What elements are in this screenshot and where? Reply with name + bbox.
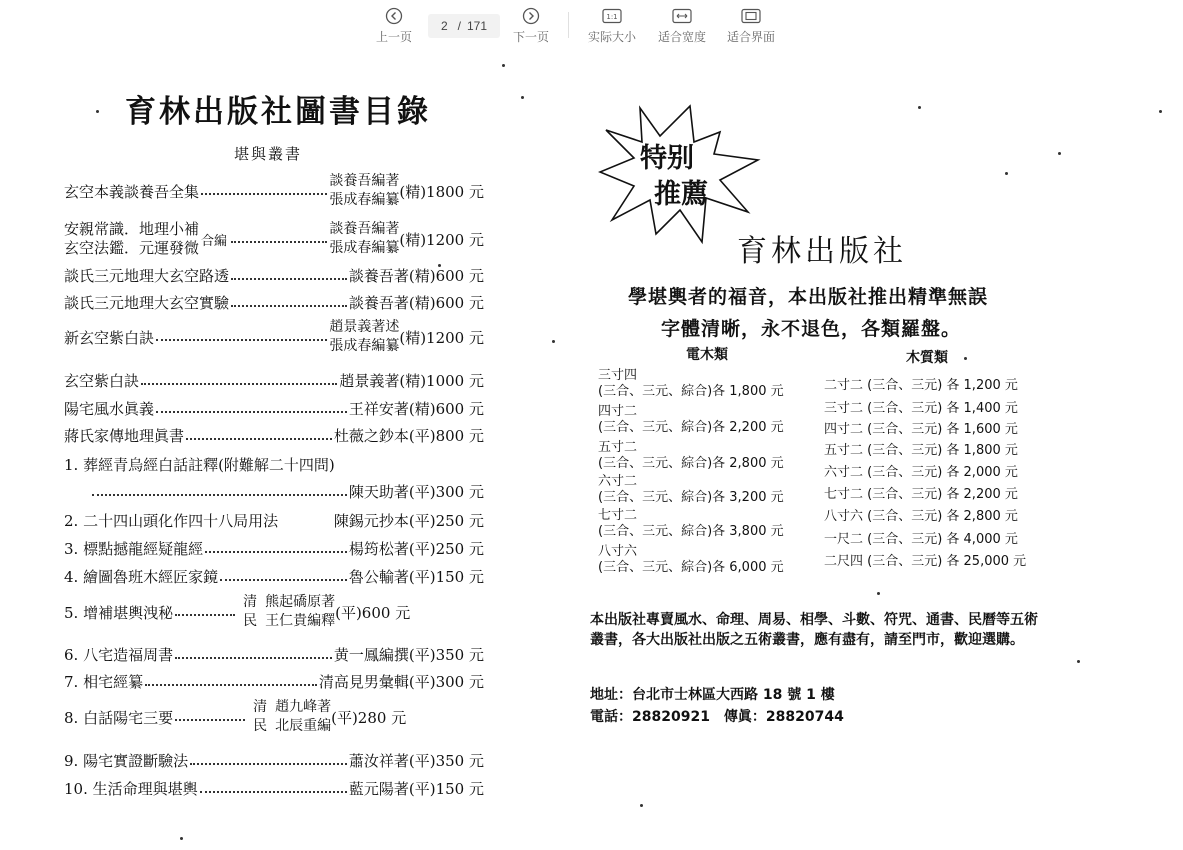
- scan-speck: [640, 804, 643, 807]
- book-title: 4. 繪圖魯班木經匠家鏡: [64, 568, 219, 586]
- book-author: 楊筠松著: [348, 540, 409, 558]
- compass-item-wood: 七寸二 (三合、三元) 各 2,200 元: [824, 487, 1018, 502]
- scan-speck: [964, 357, 967, 360]
- book-title: 談氏三元地理大玄空實驗: [64, 294, 230, 312]
- compass-item-wood: 六寸二 (三合、三元) 各 2,000 元: [824, 465, 1018, 480]
- scan-speck: [180, 837, 183, 840]
- book-row: [64, 538, 484, 559]
- dot-leader: [156, 339, 327, 341]
- total-pages: 171: [467, 19, 488, 33]
- dot-leader: [200, 791, 347, 793]
- scan-speck: [96, 110, 99, 113]
- book-authors: [265, 593, 335, 631]
- book-title: 安親常識．地理小補: [64, 220, 200, 238]
- actual-size-label: 实际大小: [588, 30, 637, 44]
- dot-leader: [231, 305, 347, 307]
- book-title: 5. 增補堪輿洩秘: [64, 603, 174, 622]
- book-authors: [275, 698, 331, 736]
- dot-leader: [175, 719, 245, 721]
- dot-leader: [141, 383, 337, 385]
- scan-speck: [1058, 152, 1061, 155]
- compass-item-bakelite: [598, 508, 784, 540]
- dot-leader: [156, 411, 347, 413]
- book-author: 張成春編纂: [329, 240, 400, 256]
- era-prefix: 清: [243, 594, 258, 610]
- book-author: 清高見男彙輯: [318, 673, 409, 691]
- book-row: [64, 750, 484, 771]
- book-title-pair: [64, 220, 199, 258]
- book-title: 6. 八宅造福周書: [64, 646, 174, 664]
- compass-item-wood: 一尺二 (三合、三元) 各 4,000 元: [824, 532, 1018, 547]
- dot-leader: [92, 494, 347, 496]
- dot-leader: [190, 763, 347, 765]
- fit-screen-icon: [740, 6, 762, 26]
- book-title: 蔣氏家傳地理眞書: [64, 427, 185, 445]
- book-price: (精)600 元: [408, 400, 484, 418]
- book-author: 黄一鳳編撰: [333, 646, 409, 664]
- scan-speck: [918, 106, 921, 109]
- book-title: 陽宅風水眞義: [64, 400, 155, 418]
- era-prefix: 民: [253, 718, 268, 734]
- fit-width-icon: [671, 6, 693, 26]
- book-author: 談養吾編著: [329, 173, 400, 189]
- scan-speck: [521, 96, 524, 99]
- scan-speck: [877, 592, 880, 595]
- headline-line2: 字體清晰，永不退色，各類羅盤。: [661, 318, 962, 340]
- bakelite-heading: 電木類: [686, 347, 728, 363]
- book-author: 趙九峰著: [275, 699, 332, 715]
- book-row: [64, 566, 484, 587]
- book-authors: [329, 318, 399, 356]
- dot-leader: [231, 241, 327, 243]
- dot-leader: [205, 551, 347, 553]
- compass-spec: (三合、三元、綜合)各 3,800 元: [598, 524, 784, 539]
- book-title: 3. 標點撼龍經疑龍經: [64, 540, 204, 558]
- store-phone: 電話：28820921 傳眞：28820744: [590, 709, 844, 725]
- scan-speck: [1159, 110, 1162, 113]
- page-separator: /: [457, 19, 461, 33]
- badge-text-line2: 推薦: [654, 179, 708, 210]
- wood-heading: 木質類: [906, 350, 948, 366]
- book-price: (精)1000 元: [399, 372, 484, 390]
- compass-item-bakelite: [598, 440, 784, 472]
- compass-item-bakelite: [598, 544, 784, 576]
- book-authors: [329, 172, 399, 210]
- book-row: [64, 425, 484, 446]
- dot-leader: [175, 657, 332, 659]
- book-title: 玄空本義談養吾全集: [64, 182, 200, 201]
- book-title: 8. 白話陽宅三要: [64, 708, 174, 727]
- book-price: (精)1200 元: [399, 328, 484, 347]
- page-indicator[interactable]: [428, 14, 500, 38]
- book-price: (平)250 元: [408, 540, 484, 558]
- book-row: [64, 318, 484, 356]
- book-row: [64, 671, 484, 692]
- compass-item-wood: 三寸二 (三合、三元) 各 1,400 元: [824, 401, 1018, 416]
- actual-size-icon-text: 1:1: [606, 13, 618, 21]
- section-heading: 堪與叢書: [234, 145, 303, 163]
- compass-item-wood: 五寸二 (三合、三元) 各 1,800 元: [824, 443, 1018, 458]
- dot-leader: [175, 614, 235, 616]
- book-price: (平)800 元: [408, 427, 484, 445]
- book-author: 張成春編纂: [329, 192, 400, 208]
- book-row: [64, 778, 484, 799]
- fit-screen-label: 适合界面: [727, 30, 776, 44]
- compass-size: 三寸四: [598, 368, 638, 383]
- compass-item-bakelite: [598, 368, 784, 400]
- fit-width-button[interactable]: [658, 6, 706, 45]
- scan-speck: [502, 64, 505, 67]
- dot-leader: [220, 579, 347, 581]
- book-title: 9. 陽宅實證斷驗法: [64, 752, 189, 770]
- book-price: (平)350 元: [408, 752, 484, 770]
- book-authors: [329, 220, 399, 258]
- dot-leader: [145, 684, 317, 686]
- scan-speck: [1005, 172, 1008, 175]
- book-row: [64, 220, 484, 258]
- book-author: 陳錫元抄本: [333, 512, 409, 530]
- book-price: (平)600 元: [335, 603, 411, 622]
- prev-page-label: 上一页: [376, 30, 413, 44]
- compass-size: 八寸六: [598, 544, 638, 559]
- compass-item-wood: 八寸六 (三合、三元) 各 2,800 元: [824, 509, 1018, 524]
- book-title: 7. 相宅經纂: [64, 673, 144, 691]
- book-author: 熊起礄原著: [265, 594, 336, 610]
- book-title: 玄空法鑑．元運發微: [64, 239, 200, 257]
- compass-spec: (三合、三元、綜合)各 1,800 元: [598, 384, 784, 399]
- store-address: 地址：台北市士林區大西路 18 號 1 樓: [590, 687, 835, 703]
- era-prefix: 清: [253, 699, 268, 715]
- book-author: 陳天助著: [348, 483, 409, 501]
- dot-leader: [201, 193, 327, 195]
- book-price: (平)150 元: [408, 780, 484, 798]
- book-author: 王祥安著: [348, 400, 409, 418]
- book-author: 王仁貴編釋: [265, 613, 336, 629]
- book-row: [64, 292, 484, 313]
- compass-size: 四寸二: [598, 404, 638, 419]
- combined-edition-label: 合編: [201, 233, 228, 249]
- publisher-name: 育林出版社: [737, 234, 907, 269]
- era-prefix: 民: [243, 613, 258, 629]
- compass-item-wood: 二尺四 (三合、三元) 各 25,000 元: [824, 554, 1027, 569]
- book-row: [64, 481, 484, 502]
- compass-spec: (三合、三元、綜合)各 2,200 元: [598, 420, 784, 435]
- actual-size-icon: [601, 6, 623, 26]
- compass-size: 七寸二: [598, 508, 638, 523]
- book-prefixes: [253, 698, 267, 736]
- compass-size: 五寸二: [598, 440, 638, 455]
- book-author: 張成春編纂: [329, 338, 400, 354]
- compass-item-wood: 四寸二 (三合、三元) 各 1,600 元: [824, 422, 1018, 437]
- book-row: [64, 370, 484, 391]
- scan-speck: [552, 340, 555, 343]
- book-author: 藍元陽著: [348, 780, 409, 798]
- headline-line1: 學堪輿者的福音，本出版社推出精準無誤: [628, 286, 989, 308]
- book-price: (平)250 元: [408, 512, 484, 530]
- book-author: 談養吾著: [348, 267, 409, 285]
- compass-spec: (三合、三元、綜合)各 3,200 元: [598, 490, 784, 505]
- compass-item-wood: 二寸二 (三合、三元) 各 1,200 元: [824, 378, 1018, 393]
- compass-item-bakelite: [598, 404, 784, 436]
- book-author: 北辰重編: [275, 718, 332, 734]
- chevron-right-circle-icon: [520, 6, 542, 26]
- compass-size: 六寸二: [598, 474, 638, 489]
- store-note: 本出版社專賣風水、命理、周易、相學、斗數、符咒、通書、民曆等五術叢書，各大出版社出版之五術叢書，應有盡有，請至門市，歡迎選購。: [590, 612, 1038, 648]
- book-price: (精)1200 元: [399, 230, 484, 249]
- book-price: (平)300 元: [408, 673, 484, 691]
- book-title: 2. 二十四山頭化作四十八局用法: [64, 512, 279, 530]
- book-price: (精)1800 元: [399, 182, 484, 201]
- book-title: 玄空紫白訣: [64, 372, 140, 390]
- chevron-left-circle-icon: [383, 6, 405, 26]
- book-price: (平)150 元: [408, 568, 484, 586]
- book-price: (精)600 元: [408, 267, 484, 285]
- book-title: 新玄空紫白訣: [64, 328, 155, 347]
- viewer-toolbar: [0, 0, 1183, 50]
- book-title: 10. 生活命理與堪輿: [64, 780, 198, 798]
- book-row: [64, 510, 484, 531]
- book-price: (平)350 元: [408, 646, 484, 664]
- book-prefixes: [243, 593, 257, 631]
- compass-spec: (三合、三元、綜合)各 6,000 元: [598, 560, 784, 575]
- book-price: (平)300 元: [408, 483, 484, 501]
- book-row: [64, 593, 484, 631]
- next-page-button[interactable]: [513, 6, 549, 45]
- book-title: 談氏三元地理大玄空路透: [64, 267, 230, 285]
- book-row: [64, 172, 484, 210]
- book-author: 魯公輸著: [348, 568, 409, 586]
- book-price: (精)600 元: [408, 294, 484, 312]
- current-page-input[interactable]: 2: [440, 19, 448, 33]
- book-author: 趙景義著: [339, 372, 400, 390]
- book-author: 談養吾編著: [329, 221, 400, 237]
- compass-item-bakelite: [598, 474, 784, 506]
- actual-size-button[interactable]: [588, 6, 636, 45]
- scan-speck: [1077, 660, 1080, 663]
- fit-screen-button[interactable]: [727, 6, 775, 45]
- dot-leader: [186, 438, 332, 440]
- book-author: 蕭汝祥著: [348, 752, 409, 770]
- toolbar-divider: [568, 12, 569, 38]
- book-row: [64, 265, 484, 286]
- catalog-title: 育林出版社圖書目錄: [125, 94, 431, 130]
- book-author: 趙景義著述: [329, 319, 400, 335]
- next-page-label: 下一页: [513, 30, 550, 44]
- prev-page-button[interactable]: [376, 6, 412, 45]
- book-row: [64, 398, 484, 419]
- book-price: (平)280 元: [331, 708, 407, 727]
- book-row: [64, 698, 484, 736]
- fit-width-label: 适合宽度: [658, 30, 707, 44]
- book-author: 杜薇之鈔本: [333, 427, 409, 445]
- document-page: [0, 52, 1183, 850]
- book-title: 1. 葬經青烏經白話註釋(附難解二十四問): [64, 456, 335, 474]
- badge-text-line1: 特别: [640, 143, 694, 174]
- compass-spec: (三合、三元、綜合)各 2,800 元: [598, 456, 784, 471]
- book-row: [64, 644, 484, 665]
- book-author: 談養吾著: [348, 294, 409, 312]
- dot-leader: [231, 278, 347, 280]
